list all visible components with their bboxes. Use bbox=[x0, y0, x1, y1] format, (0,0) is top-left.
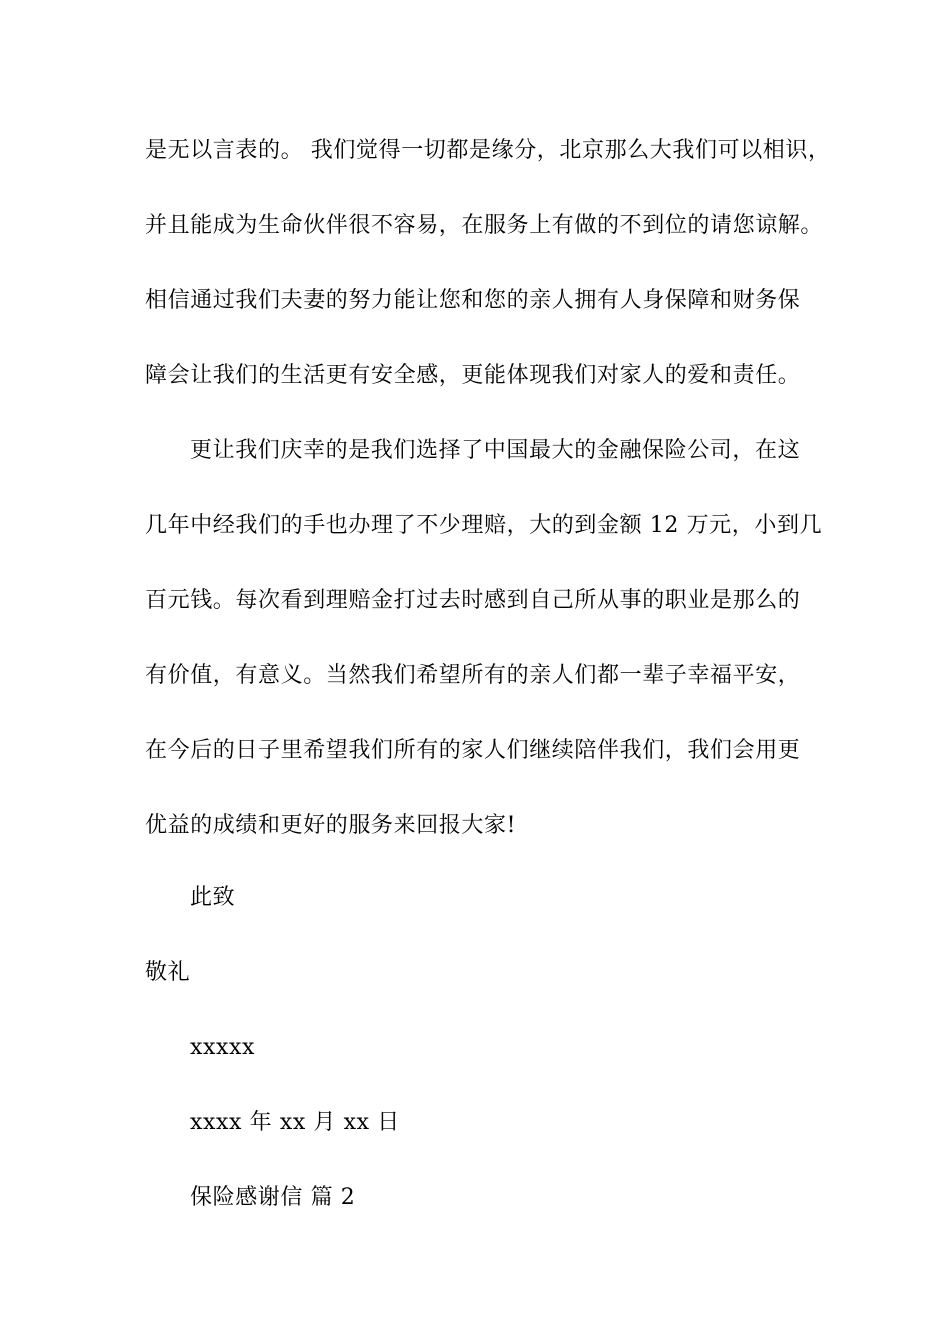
text-line: 相信通过我们夫妻的努力能让您和您的亲人拥有人身保障和财务保 bbox=[145, 288, 801, 313]
text-line: 几年中经我们的手也办理了不少理赔，大的到金额 12 万元，小到几 bbox=[145, 513, 823, 538]
text-line: 有价值，有意义。当然我们希望所有的亲人们都一辈子幸福平安， bbox=[145, 663, 801, 688]
text-line: 并且能成为生命伙伴很不容易，在服务上有做的不到位的请您谅解。 bbox=[145, 213, 824, 238]
text-line: 优益的成绩和更好的服务来回报大家! bbox=[145, 813, 517, 838]
next-section-title: 保险感谢信 篇 2 bbox=[190, 1185, 356, 1210]
date-text: xxxx 年 xx 月 xx 日 bbox=[190, 1110, 400, 1135]
closing-text: 此致 bbox=[190, 885, 236, 910]
text-line: 百元钱。每次看到理赔金打过去时感到自己所从事的职业是那么的 bbox=[145, 588, 801, 613]
salute-text: 敬礼 bbox=[145, 960, 191, 985]
text-line: 是无以言表的。 我们觉得一切都是缘分，北京那么大我们可以相识， bbox=[145, 138, 831, 163]
text-line: 更让我们庆幸的是我们选择了中国最大的金融保险公司，在这 bbox=[190, 438, 801, 463]
text-line: 在今后的日子里希望我们所有的家人们继续陪伴我们，我们会用更 bbox=[145, 738, 801, 763]
signature-text: xxxxx bbox=[190, 1035, 256, 1060]
text-line: 障会让我们的生活更有安全感，更能体现我们对家人的爱和责任。 bbox=[145, 363, 801, 388]
